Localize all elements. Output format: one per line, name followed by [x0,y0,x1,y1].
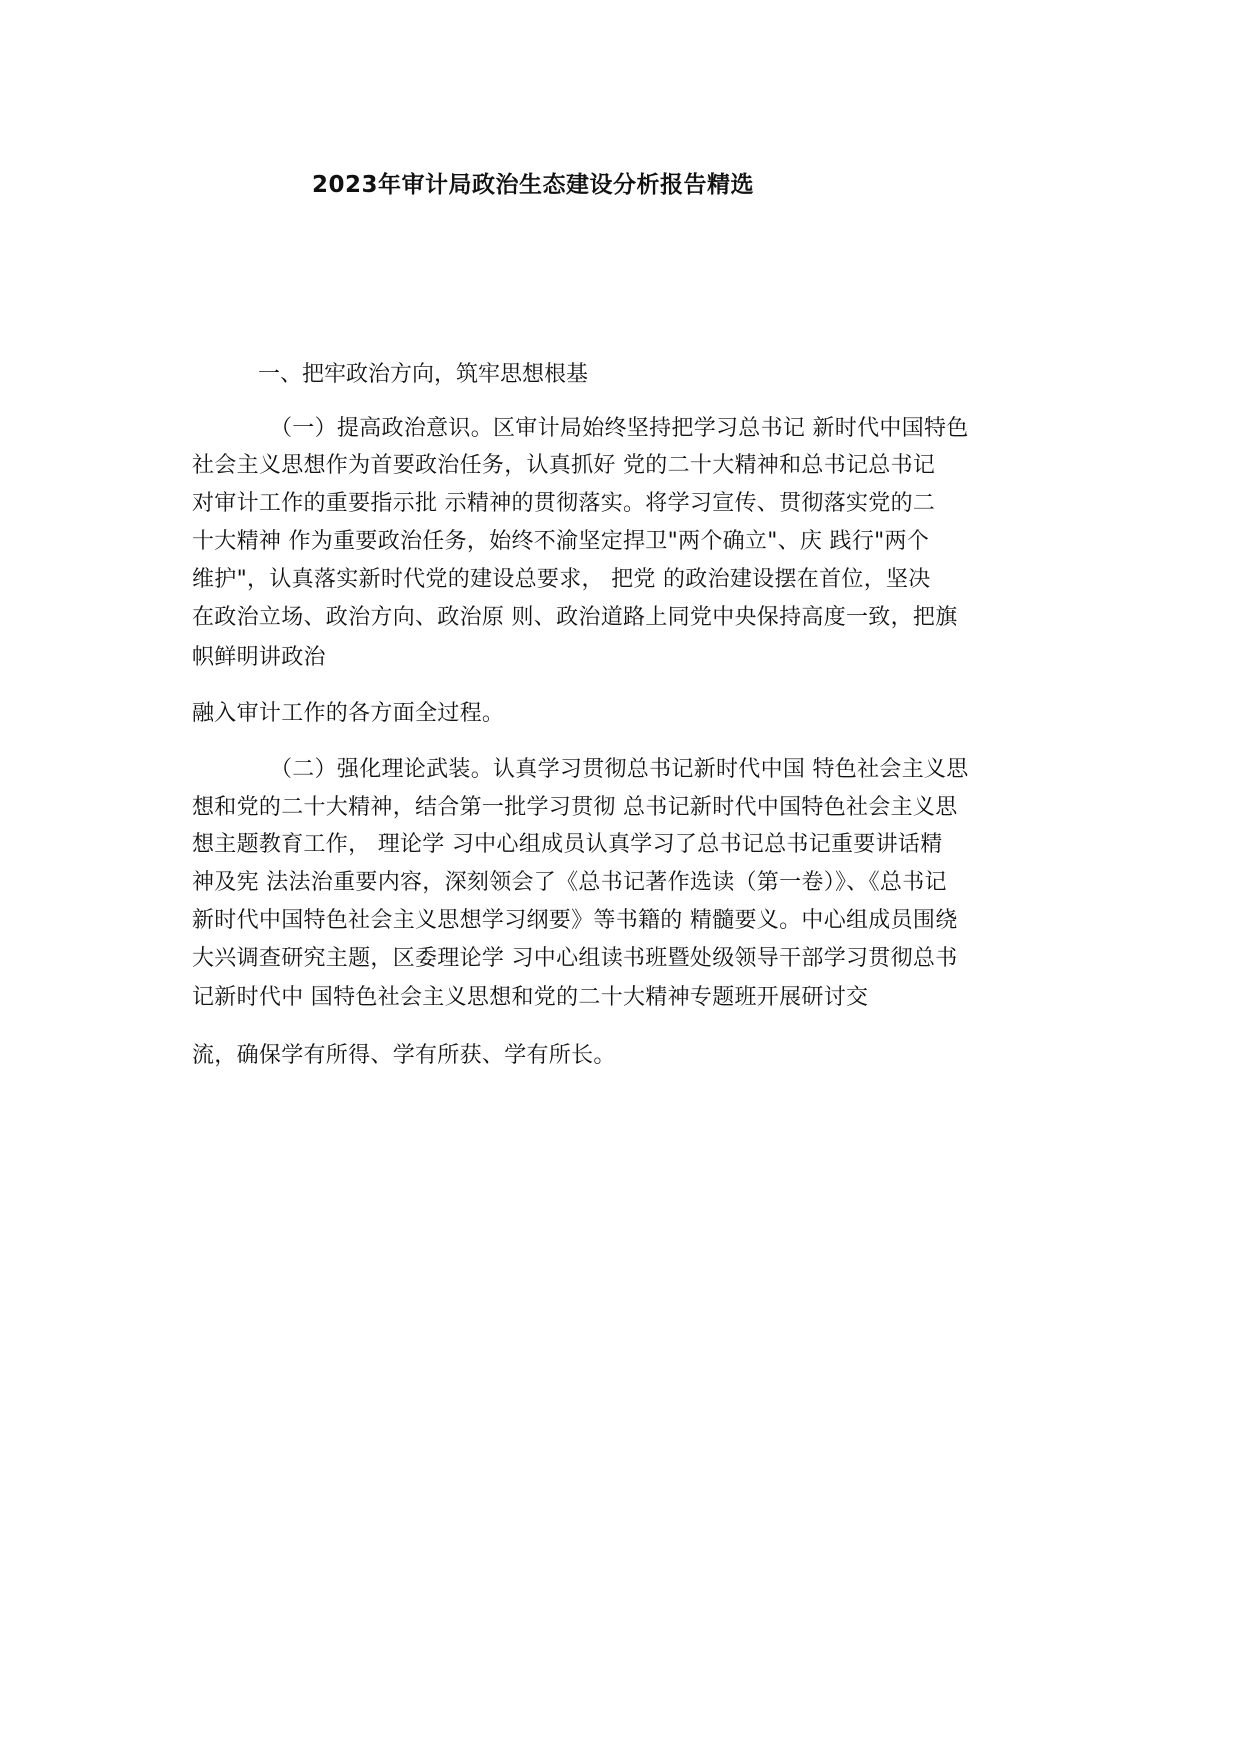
paragraph-line: 流，确保学有所得、学有所获、学有所长。 [192,1043,616,1068]
paragraph-line: （二）强化理论武装。认真学习贯彻总书记新时代中国 特色社会主义思 [270,757,969,782]
paragraph-line: 融入审计工作的各方面全过程。 [192,701,505,726]
paragraph-line: 对审计工作的重要指示批 示精神的贯彻落实。将学习宣传、贯彻落实党的二 [192,491,936,516]
document-title: 2023年审计局政治生态建设分析报告精选 [312,172,755,198]
paragraph-line: 社会主义思想作为首要政治任务，认真抓好 党的二十大精神和总书记总书记 [192,453,936,478]
paragraph-line: 新时代中国特色社会主义思想学习纲要》等书籍的 精髓要义。中心组成员围绕 [192,908,958,933]
paragraph-line: 想和党的二十大精神，结合第一批学习贯彻 总书记新时代中国特色社会主义思 [192,795,958,820]
paragraph-line: 大兴调查研究主题，区委理论学 习中心组读书班暨处级领导干部学习贯彻总书 [192,946,958,971]
paragraph-line: 神及宪 法法治重要内容，深刻领会了《总书记著作选读（第一卷）》、《总书记 [192,870,947,895]
paragraph-line: 记新时代中 国特色社会主义思想和党的二十大精神专题班开展研讨交 [192,985,869,1010]
section-heading: 一、把牢政治方向，筑牢思想根基 [258,362,589,387]
paragraph-line: 十大精神 作为重要政治任务，始终不渝坚定捍卫"两个确立"、庆 践行"两个 [192,529,930,554]
paragraph-line: 维护"，认真落实新时代党的建设总要求， 把党 的政治建设摆在首位，坚决 [192,567,931,592]
paragraph-line: 帜鲜明讲政治 [192,645,326,670]
paragraph-line: 想主题教育工作， 理论学 习中心组成员认真学习了总书记总书记重要讲话精 [192,832,943,857]
paragraph-line: 在政治立场、政治方向、政治原 则、政治道路上同党中央保持高度一致，把旗 [192,605,958,630]
paragraph-line: （一）提高政治意识。区审计局始终坚持把学习总书记 新时代中国特色 [270,416,969,441]
